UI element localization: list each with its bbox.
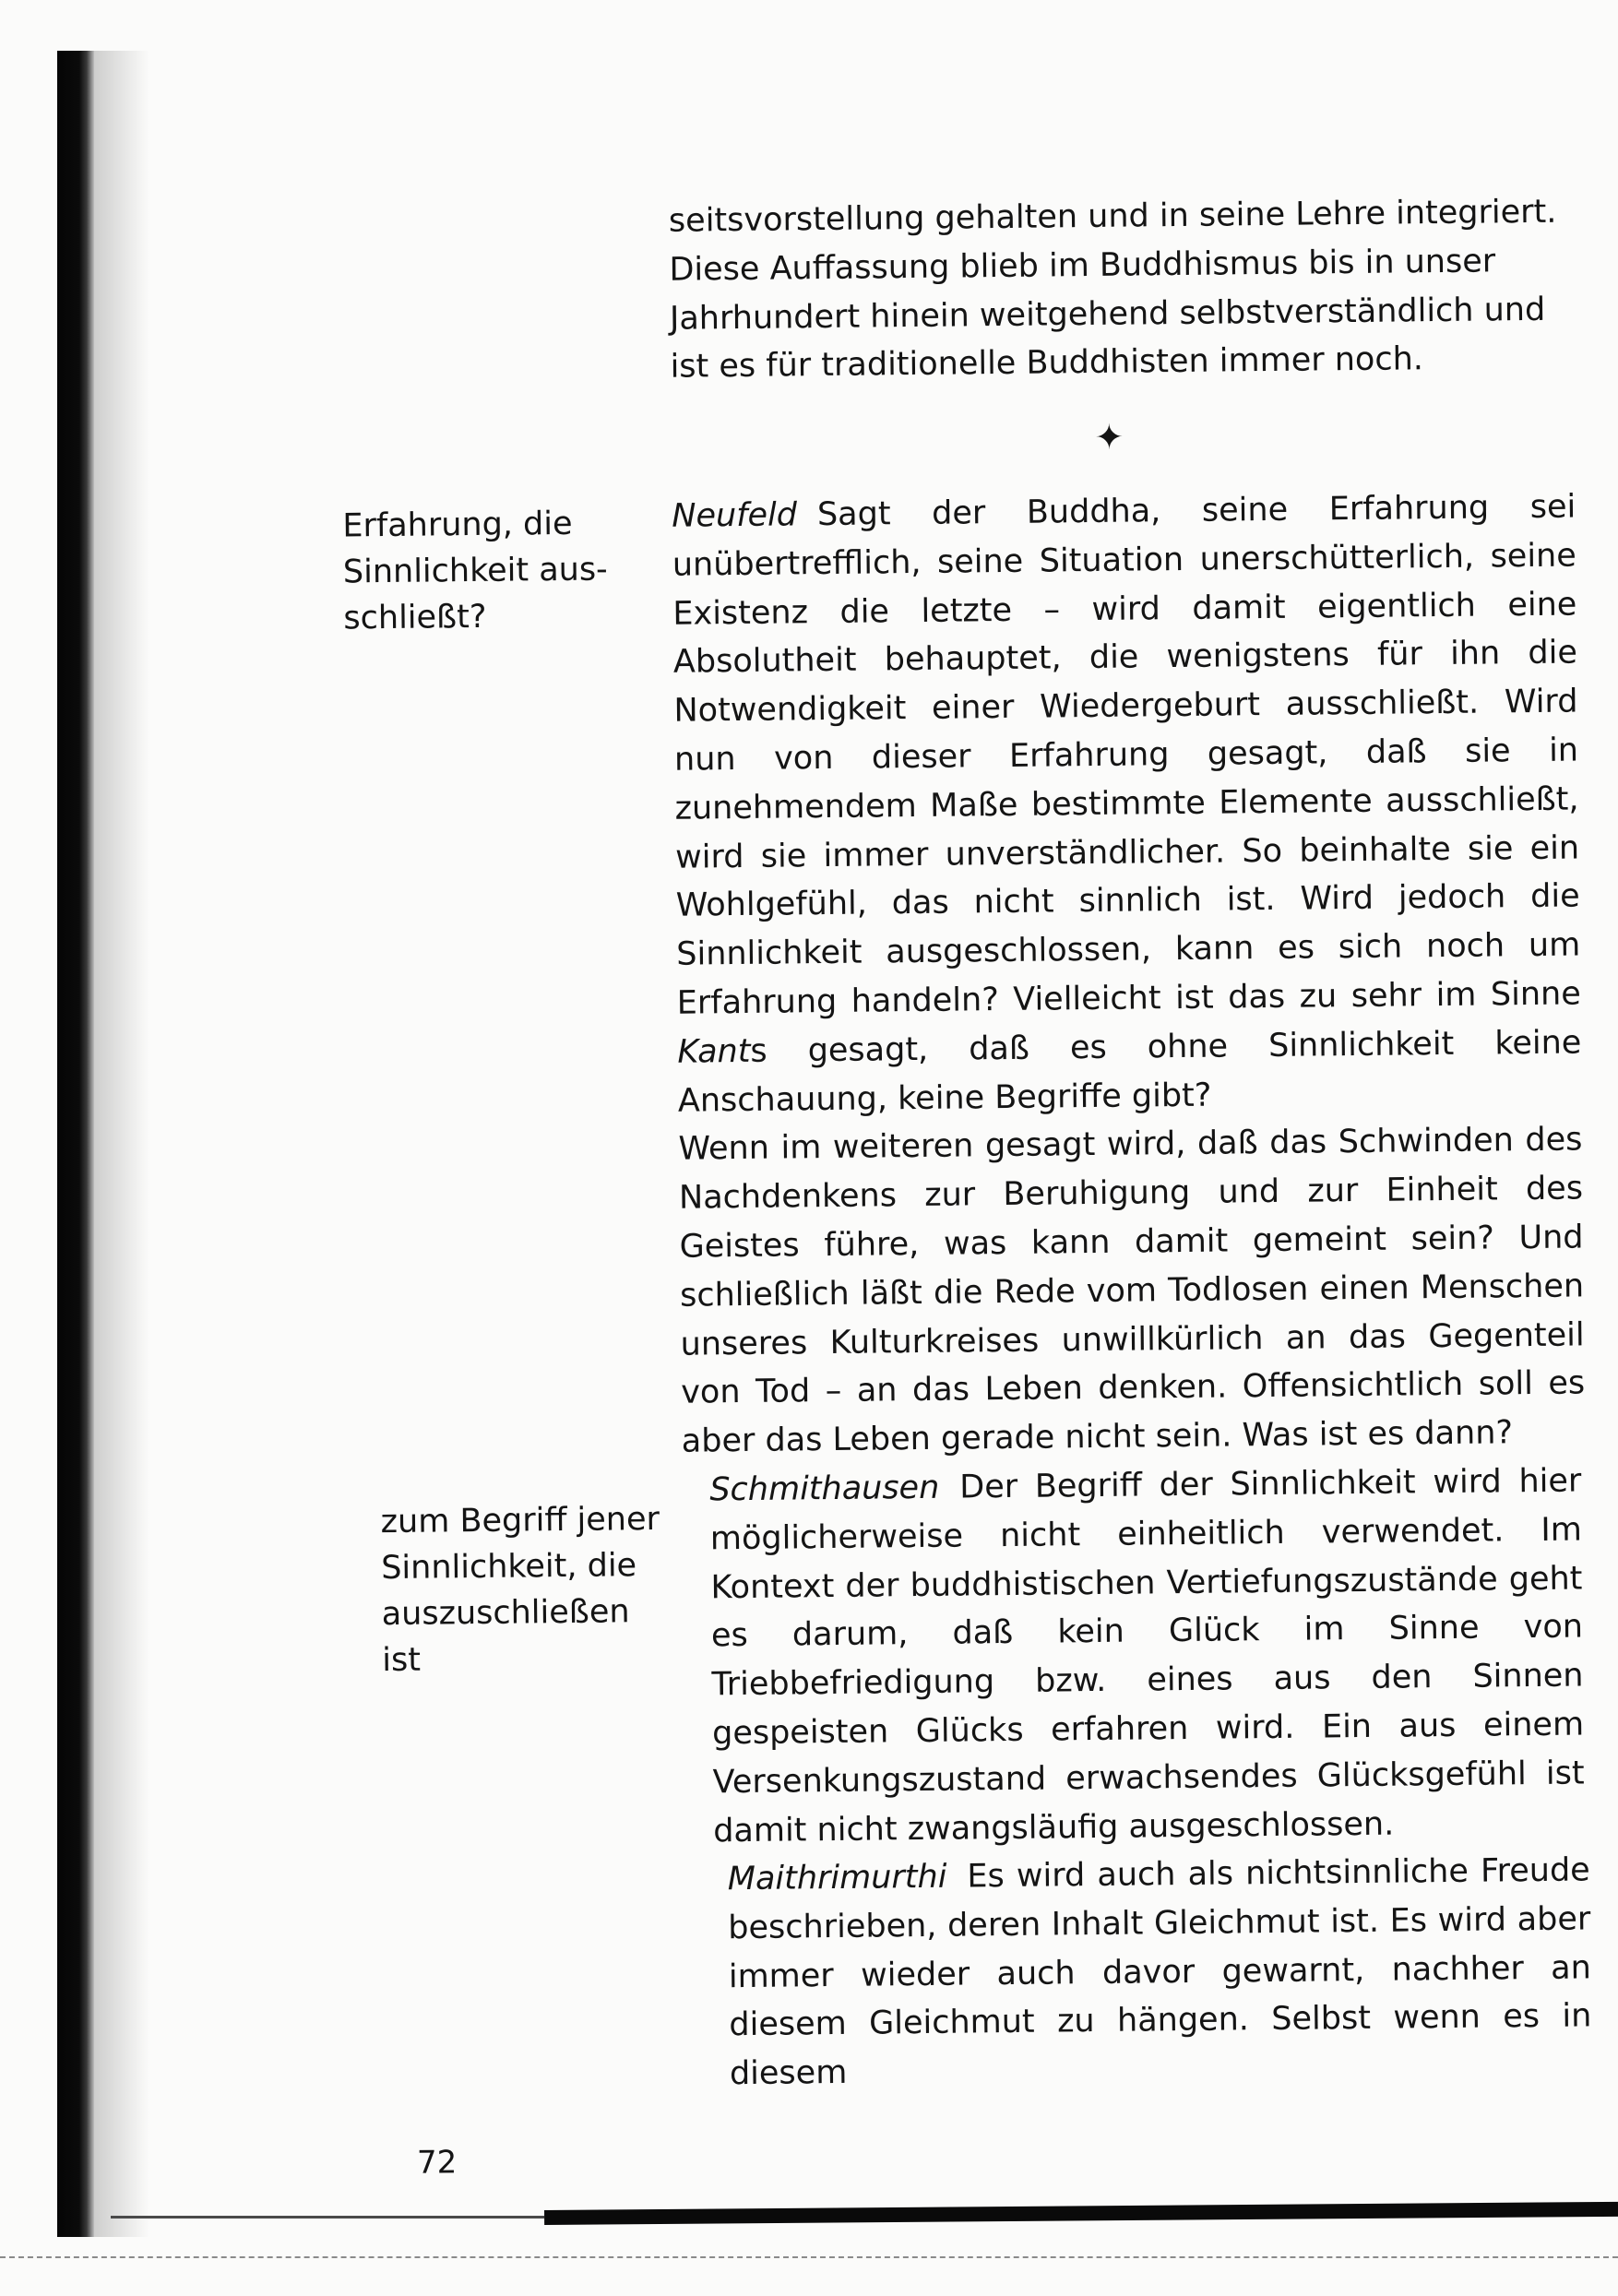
speech-paragraph xyxy=(727,1846,1592,2099)
italic-name: Kant xyxy=(677,1032,751,1071)
margin-note-line: zum Begriff jener xyxy=(380,1500,660,1541)
margin-note-line: Sinnlichkeit aus- xyxy=(342,551,608,591)
speaker-name: Neufeld xyxy=(672,496,798,535)
speech-text: Der Begriff der Sinnlichkeit wird hier möglicherweise nicht einheitlich verwendet. Im Kontext der buddhistischen Vertiefungszustände geht es darum, daß kein Glück im Sinne von Triebbefriedigung bzw. eines aus den Sinnen gespeisten Glücks erfahren wird. Ein aus einem Versenkungszustand erwachsendes Glücksgefühl ist damit nicht zwangsläufig ausgeschlossen. xyxy=(709,1462,1585,1850)
speech-paragraph: Wenn im weiteren gesagt wird, daß das Schwinden des Nachdenkens zur Beruhigung und zur Einheit des Geistes führe, was kann damit gemeint sein? Und schließlich läßt die Rede vom Todlosen einen Menschen unseres Kulturkreises unwillkürlich an das Gegenteil von Tod – an das Leben denken. Offensichtlich soll es aber das Leben gerade nicht sein. Was ist es dann? xyxy=(678,1121,1586,1460)
top-paragraph xyxy=(669,188,1575,392)
speaker-name: Maithrimurthi xyxy=(727,1858,947,1898)
bottom-rule-thin xyxy=(111,2216,544,2219)
top-line: seitsvorstellung gehalten und in seine Lehre integriert. xyxy=(668,193,1557,240)
scan-crop-line xyxy=(0,2256,1618,2258)
speaker-name: Schmithausen xyxy=(709,1469,940,1509)
top-line: Diese Auffassung blieb im Buddhismus bis in unser xyxy=(669,243,1496,289)
margin-note-line: Sinnlichkeit, die xyxy=(381,1547,637,1588)
speech-schmithausen xyxy=(709,1457,1585,1855)
speech-neufeld xyxy=(672,483,1586,1467)
margin-note-line: auszuschließen xyxy=(381,1593,630,1634)
page-number: 72 xyxy=(416,2144,458,2182)
margin-note-line: schließt? xyxy=(343,598,487,637)
speech-paragraph xyxy=(672,483,1582,1126)
speech-paragraph xyxy=(709,1457,1585,1855)
margin-note-line: ist xyxy=(382,1641,422,1680)
top-line: Jahrhundert hinein weitgehend selbstverständlich und xyxy=(669,291,1546,338)
margin-note-2 xyxy=(380,1496,660,1683)
speech-text: Sagt der Buddha, seine Erfahrung sei unübertrefflich, seine Situation unerschütterlich, seine Existenz die letzte – wird damit eigentlich eine Absolutheit behauptet, die wenigstens für ihn die Notwendigkeit einer Wiedergeburt ausschließt. Wird nun von dieser Erfahrung gesagt, daß sie in zunehmendem Maße bestimmte Elemente ausschließt, wird sie immer unverständlicher. So beinhalte sie ein Wohlgefühl, das nicht sinnlich ist. Wird jedoch die Sinnlichkeit ausgeschlossen, kann es sich noch um Erfahrung handeln? Vielleicht ist das zu sehr im Sinne xyxy=(672,488,1581,1022)
speech-maithrimurthi xyxy=(727,1846,1592,2099)
section-separator-icon: ✦ xyxy=(1094,416,1124,458)
top-line: ist es für traditionelle Buddhisten immer noch. xyxy=(670,340,1424,387)
speech-text: Es wird auch als nichtsinnliche Freude beschrieben, deren Inhalt Gleichmut ist. Es wird aber immer wieder auch davor gewarnt, nachher an diesem Gleichmut zu hängen. Selbst wenn es in diesem xyxy=(728,1851,1592,2093)
speech-text: s gesagt, daß es ohne Sinnlichkeit keine Anschauung, keine Begriffe gibt? xyxy=(677,1024,1582,1120)
margin-note-line: Erfahrung, die xyxy=(342,505,573,545)
margin-note-1 xyxy=(342,500,608,641)
